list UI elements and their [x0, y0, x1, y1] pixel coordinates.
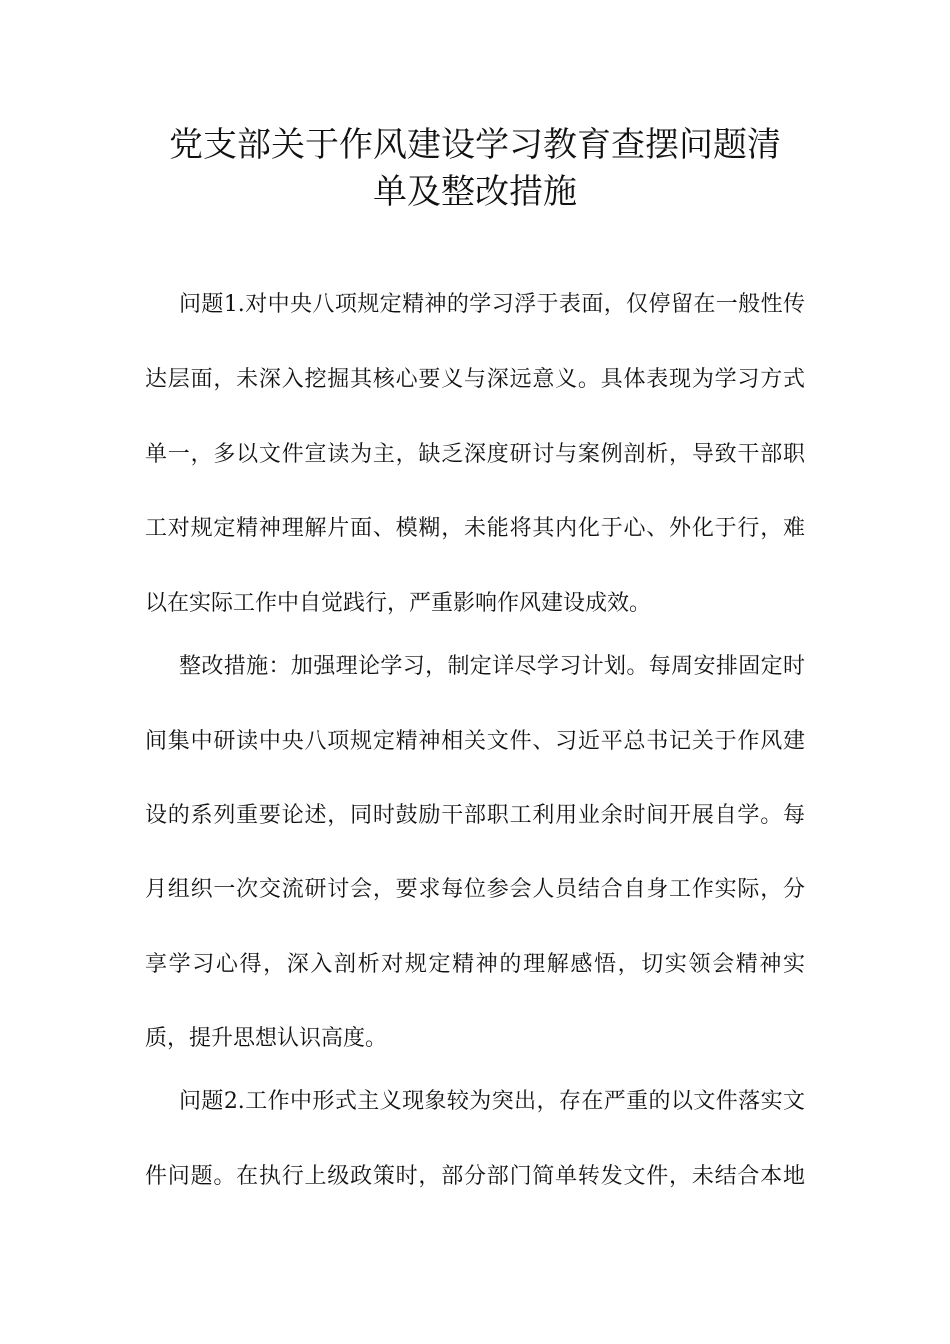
text-line: 设的系列重要论述，同时鼓励干部职工利用业余时间开展自学。每 — [145, 803, 805, 828]
text-line: 问题2.工作中形式主义现象较为突出，存在严重的以文件落实文 — [179, 1089, 805, 1114]
text-line: 件问题。在执行上级政策时，部分部门简单转发文件，未结合本地 — [145, 1164, 805, 1189]
document-title-line-1: 党支部关于作风建设学习教育查摆问题清 — [169, 125, 781, 165]
text-line: 月组织一次交流研讨会，要求每位参会人员结合自身工作实际，分 — [145, 877, 805, 902]
text-line: 质，提升思想认识高度。 — [145, 1026, 388, 1051]
text-line: 整改措施：加强理论学习，制定详尽学习计划。每周安排固定时 — [179, 654, 805, 679]
text-line: 单一，多以文件宣读为主，缺乏深度研讨与案例剖析，导致干部职 — [145, 442, 805, 467]
text-line: 工对规定精神理解片面、模糊，未能将其内化于心、外化于行，难 — [145, 516, 805, 541]
text-line: 间集中研读中央八项规定精神相关文件、习近平总书记关于作风建 — [145, 729, 805, 754]
text-line: 问题1.对中央八项规定精神的学习浮于表面，仅停留在一般性传 — [179, 292, 805, 317]
text-line: 享学习心得，深入剖析对规定精神的理解感悟，切实领会精神实 — [145, 952, 805, 977]
document-title-line-2: 单及整改措施 — [373, 172, 577, 212]
text-line: 达层面，未深入挖掘其核心要义与深远意义。具体表现为学习方式 — [145, 367, 805, 392]
text-line: 以在实际工作中自觉践行，严重影响作风建设成效。 — [145, 591, 652, 616]
